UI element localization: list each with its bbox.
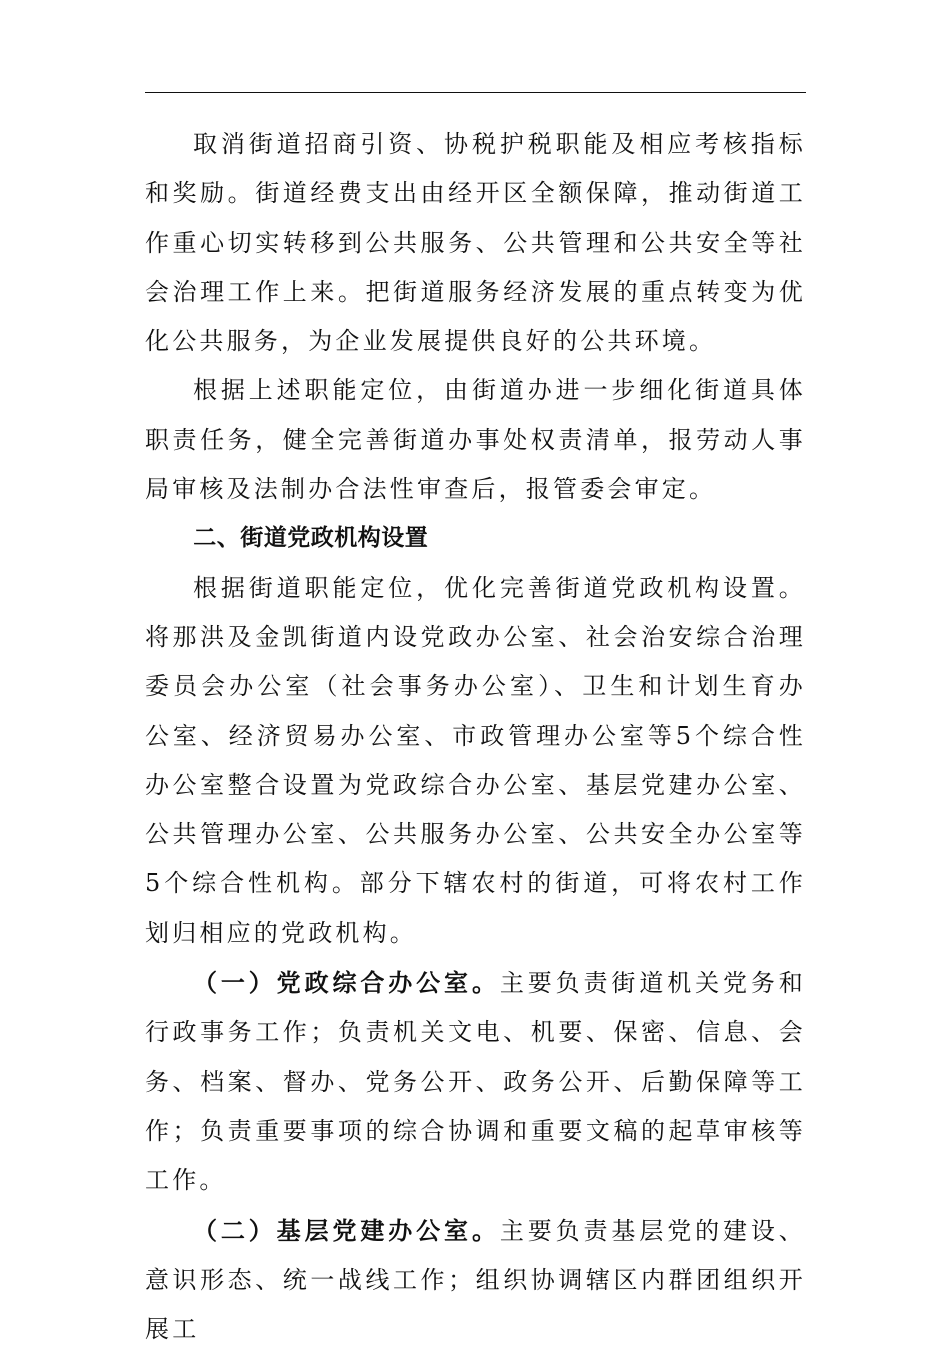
paragraph-responsibility-list: 根据上述职能定位，由街道办进一步细化街道具体职责任务，健全完善街道办事处权责清单，报劳动人事局审核及法制办合法性审查后，报管委会审定。: [145, 376, 806, 504]
subsection-lead: （二）基层党建办公室。: [193, 1215, 500, 1245]
header-rule: [145, 92, 806, 93]
subsection-text: 主要负责基层党的建设、意识形态、统一战线工作；组织协调辖区内群团组织开展工: [145, 1216, 806, 1344]
document-body: [145, 120, 806, 1354]
paragraph-institution-setup: 根据街道职能定位，优化完善街道党政机构设置。将那洪及金凯街道内设党政办公室、社会治安综合治理委员会办公室（社会事务办公室）、卫生和计划生育办公室、经济贸易办公室、市政管理办公室等5个综合性办公室整合设置为党政综合办公室、基层党建办公室、公共管理办公室、公共服务办公室、公共安全办公室等5个综合性机构。部分下辖农村的街道，可将农村工作划归相应的党政机构。: [145, 573, 806, 947]
subsection-grassroots-office: [145, 1206, 806, 1354]
section-heading: 二、街道党政机构设置: [193, 525, 429, 552]
subsection-party-office: [145, 958, 806, 1205]
paragraph-street-functions: 取消街道招商引资、协税护税职能及相应考核指标和奖励。街道经费支出由经开区全额保障，推动街道工作重心切实转移到公共服务、公共管理和公共安全等社会治理工作上来。把街道服务经济发展的重点转变为优化公共服务，为企业发展提供良好的公共环境。: [145, 130, 806, 356]
subsection-text: 主要负责街道机关党务和行政事务工作；负责机关文电、机要、保密、信息、会务、档案、督办、党务公开、政务公开、后勤保障等工作；负责重要事项的综合协调和重要文稿的起草审核等工作。: [145, 969, 806, 1195]
subsection-lead: （一）党政综合办公室。: [193, 968, 500, 998]
